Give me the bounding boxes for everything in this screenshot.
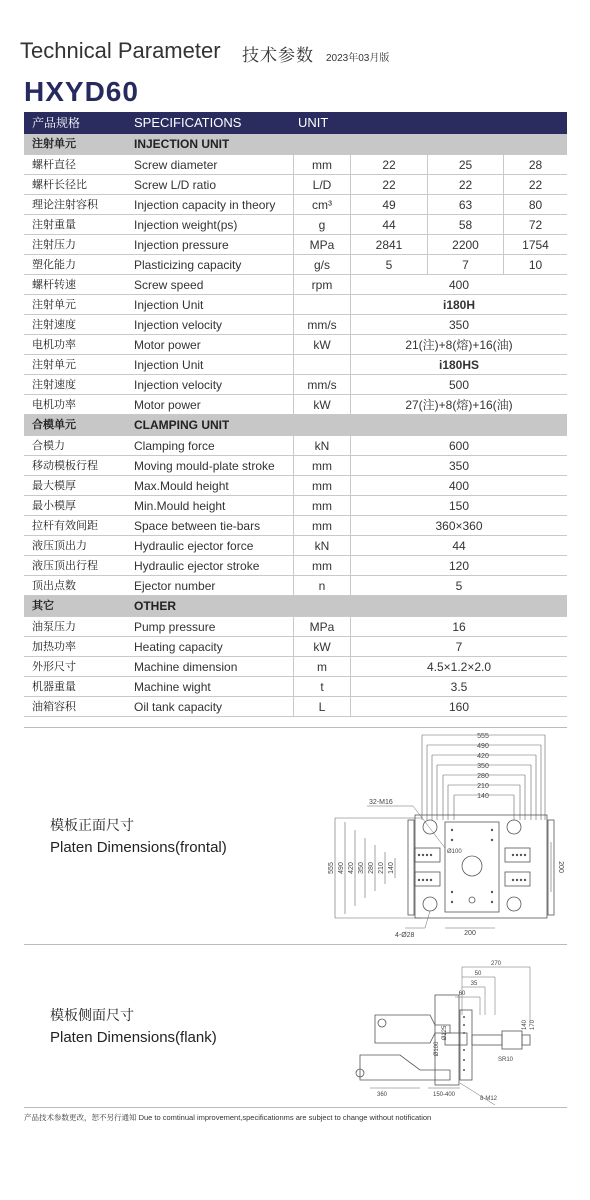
row-label-cn: 顶出点数 [32, 580, 76, 592]
section-header [24, 596, 567, 617]
section-cn: 合模单元 [32, 419, 76, 431]
row-unit: kW [313, 338, 331, 352]
row-unit: kN [314, 539, 330, 553]
row-label-en: Screw diameter [134, 158, 218, 172]
row-label-en: Space between tie-bars [134, 519, 261, 533]
page-header [20, 38, 580, 68]
frontal-dim-bottom: 200 [464, 930, 476, 937]
table-row [24, 617, 567, 637]
row-value: 350 [448, 318, 470, 332]
table-row [24, 657, 567, 677]
frontal-label-en: Platen Dimensions(frontal) [50, 839, 227, 856]
row-value-2: 22 [458, 178, 473, 192]
flank-label [50, 1005, 217, 1046]
flank-label-en: Platen Dimensions(flank) [50, 1029, 217, 1046]
row-value-2: 25 [458, 158, 473, 172]
row-value: 5 [455, 579, 463, 593]
row-value-1: 44 [382, 218, 396, 232]
table-row [24, 195, 567, 215]
row-value: i180HS [438, 358, 480, 372]
row-label-en: Injection Unit [134, 358, 204, 372]
table-row [24, 235, 567, 255]
table-row [24, 576, 567, 596]
title-en: Technical Parameter [20, 38, 221, 63]
section-en: CLAMPING UNIT [134, 418, 230, 432]
header-en: SPECIFICATIONS [134, 115, 242, 130]
header-unit: UNIT [298, 115, 329, 130]
row-unit: mm/s [307, 378, 337, 392]
row-value: 400 [448, 278, 470, 292]
spec-table [24, 112, 567, 717]
row-label-en: Injection weight(ps) [134, 218, 238, 232]
frontal-dim-left-4: 350 [358, 862, 365, 874]
section-cn: 注射单元 [32, 138, 76, 150]
row-value-1: 49 [382, 198, 396, 212]
row-label-en: Injection velocity [134, 378, 223, 392]
row-value-2: 63 [458, 198, 473, 212]
table-row [24, 255, 567, 275]
row-value-2: 58 [458, 218, 473, 232]
row-label-cn: 电机功率 [32, 399, 76, 411]
row-label-en: Injection velocity [134, 318, 223, 332]
edition-label: 2023年03月版 [326, 53, 390, 64]
row-label-cn: 理论注射容积 [32, 199, 98, 211]
row-label-cn: 机器重量 [32, 681, 76, 693]
frontal-dim-top-7: 140 [477, 793, 489, 800]
flank-dim-bottom-1: 360 [376, 1092, 388, 1098]
row-value: 160 [448, 700, 470, 714]
table-row [24, 536, 567, 556]
flank-drawing [340, 955, 540, 1105]
row-label-en: Pump pressure [134, 620, 216, 634]
frontal-dim-left-3: 420 [348, 862, 355, 874]
row-value-1: 22 [382, 158, 396, 172]
row-label-en: Injection pressure [134, 238, 229, 252]
row-unit [294, 355, 350, 375]
row-unit: t [320, 680, 324, 694]
row-unit [294, 295, 350, 315]
row-label-en: Injection Unit [134, 298, 204, 312]
frontal-dim-top-5: 280 [477, 773, 489, 780]
flank-dim-right-1: 140 [522, 1019, 528, 1031]
row-label-cn: 液压顶出力 [32, 540, 87, 552]
table-row [24, 215, 567, 235]
table-row [24, 155, 567, 175]
row-label-cn: 油箱容积 [32, 701, 76, 713]
row-label-en: Machine wight [134, 680, 211, 694]
table-row [24, 516, 567, 536]
row-label-en: Min.Mould height [134, 499, 226, 513]
row-label-en: Motor power [134, 338, 201, 352]
row-unit: g [318, 218, 326, 232]
row-unit: mm [312, 559, 332, 573]
row-value-2: 2200 [452, 238, 479, 252]
row-label-en: Heating capacity [134, 640, 223, 654]
row-value: 27(注)+8(熔)+16(油) [405, 398, 513, 412]
flank-label-cn: 模板侧面尺寸 [50, 1007, 134, 1023]
row-label-cn: 液压顶出行程 [32, 560, 98, 572]
section-header [24, 134, 567, 155]
row-unit: mm [312, 519, 332, 533]
divider-1 [24, 727, 567, 728]
table-row [24, 677, 567, 697]
row-value: 44 [452, 539, 466, 553]
row-unit: L/D [312, 178, 332, 192]
flank-dim-right-2: 170 [530, 1019, 536, 1031]
row-value-3: 28 [528, 158, 543, 172]
row-label-cn: 合模力 [32, 440, 65, 452]
row-value: 21(注)+8(熔)+16(油) [405, 338, 513, 352]
table-row [24, 175, 567, 195]
row-unit: m [317, 660, 327, 674]
row-value: 3.5 [450, 680, 468, 694]
row-label-en: Hydraulic ejector stroke [134, 559, 260, 573]
row-value: 4.5×1.2×2.0 [426, 660, 492, 674]
row-value-1: 5 [385, 258, 393, 272]
frontal-callout-holes: 4-Ø28 [395, 932, 415, 939]
frontal-dim-right: 200 [557, 861, 564, 873]
row-label-cn: 油泵压力 [32, 621, 76, 633]
frontal-dim-left-7: 140 [388, 862, 395, 874]
row-label-cn: 螺杆长径比 [32, 179, 87, 191]
section-cn: 其它 [32, 600, 54, 612]
row-label-cn: 外形尺寸 [32, 661, 76, 673]
table-row [24, 637, 567, 657]
row-value: 16 [452, 620, 466, 634]
row-value-1: 2841 [375, 238, 403, 252]
table-row [24, 395, 567, 415]
row-value-3: 10 [528, 258, 543, 272]
row-label-en: Machine dimension [134, 660, 238, 674]
row-label-cn: 加热功率 [32, 641, 76, 653]
row-unit: mm [312, 499, 332, 513]
frontal-dim-top-1: 555 [477, 733, 489, 740]
table-row [24, 315, 567, 335]
footer-note: 产品技术参数更改，恕不另行通知 Due to comtinual improvement,specificationms are subject to change without notification [24, 1113, 432, 1122]
row-value-3: 22 [528, 178, 543, 192]
row-value-3: 72 [528, 218, 543, 232]
table-row [24, 556, 567, 576]
table-row [24, 335, 567, 355]
table-header [24, 112, 567, 134]
frontal-drawing [315, 730, 565, 940]
row-label-cn: 拉杆有效间距 [32, 520, 98, 532]
frontal-dim-top-2: 490 [477, 743, 489, 750]
table-row [24, 456, 567, 476]
row-value: 500 [448, 378, 470, 392]
table-row [24, 375, 567, 395]
table-row [24, 436, 567, 456]
table-row [24, 496, 567, 516]
frontal-label-cn: 模板正面尺寸 [50, 817, 134, 833]
row-label-en: Motor power [134, 398, 201, 412]
header-cn: 产品规格 [32, 116, 81, 130]
table-row [24, 355, 567, 375]
row-label-cn: 注射速度 [32, 379, 76, 391]
row-value-3: 1754 [522, 238, 549, 252]
row-value: 120 [448, 559, 470, 573]
row-label-en: Oil tank capacity [134, 700, 223, 714]
row-label-cn: 注射压力 [32, 239, 76, 251]
row-label-en: Moving mould-plate stroke [134, 459, 275, 473]
row-value-3: 80 [528, 198, 543, 212]
title-cn: 技术参数 [242, 46, 314, 65]
row-label-cn: 塑化能力 [32, 259, 76, 271]
table-row [24, 697, 567, 717]
flank-dim-bottom-2: 150-400 [432, 1092, 456, 1098]
flank-dim-top-4: 60 [458, 991, 466, 997]
row-value: 350 [448, 459, 470, 473]
frontal-dim-top-6: 210 [477, 783, 489, 790]
frontal-callout-thread: 32-M16 [369, 799, 393, 806]
row-unit: n [318, 579, 326, 593]
row-label-cn: 螺杆转速 [32, 279, 76, 291]
row-label-en: Hydraulic ejector force [134, 539, 254, 553]
frontal-label [50, 815, 227, 856]
row-unit: L [318, 700, 326, 714]
model-name: HXYD60 [24, 76, 139, 107]
row-value: 360×360 [435, 519, 483, 533]
frontal-dim-left-1: 555 [328, 862, 335, 874]
row-label-en: Plasticizing capacity [134, 258, 242, 272]
row-unit: mm/s [307, 318, 337, 332]
row-label-en: Ejector number [134, 579, 216, 593]
row-unit: mm [312, 459, 332, 473]
row-unit: rpm [311, 278, 333, 292]
row-label-en: Max.Mould height [134, 479, 229, 493]
flank-dim-top-1: 270 [490, 961, 502, 967]
row-label-cn: 电机功率 [32, 339, 76, 351]
frontal-dim-top-3: 420 [477, 753, 489, 760]
flank-dim-top-2: 50 [474, 971, 482, 977]
row-unit: g/s [313, 258, 330, 272]
flank-dim-dia-2: Ø125 [442, 1025, 448, 1041]
row-unit: cm³ [312, 198, 332, 212]
divider-2 [24, 944, 567, 945]
row-value-2: 7 [462, 258, 469, 272]
row-value: 7 [455, 640, 463, 654]
row-value: i180H [442, 298, 476, 312]
row-unit: kW [313, 640, 331, 654]
row-label-cn: 注射单元 [32, 359, 76, 371]
table-row [24, 275, 567, 295]
row-unit: MPa [309, 620, 335, 634]
row-unit: mm [312, 479, 332, 493]
row-label-cn: 注射单元 [32, 299, 76, 311]
flank-dim-dia-1: Ø100 [434, 1041, 440, 1057]
row-label-en: Injection capacity in theory [134, 198, 276, 212]
flank-dim-sr: SR10 [498, 1057, 514, 1063]
row-label-cn: 最大模厚 [32, 480, 76, 492]
frontal-dim-top-4: 350 [477, 763, 489, 770]
section-en: INJECTION UNIT [134, 137, 230, 151]
frontal-dim-left-6: 210 [378, 862, 385, 874]
row-label-en: Clamping force [134, 439, 215, 453]
section-en: OTHER [134, 599, 176, 613]
row-value: 600 [448, 439, 470, 453]
row-label-en: Screw speed [134, 278, 204, 292]
row-unit: mm [312, 158, 332, 172]
flank-dim-top-3: 35 [470, 981, 478, 987]
row-label-en: Screw L/D ratio [134, 178, 217, 192]
divider-3 [24, 1107, 567, 1108]
row-unit: MPa [309, 238, 335, 252]
row-value: 400 [448, 479, 470, 493]
flank-callout-thread: 8-M12 [480, 1096, 498, 1102]
row-value-1: 22 [382, 178, 396, 192]
row-label-cn: 最小模厚 [32, 500, 76, 512]
section-header [24, 415, 567, 436]
frontal-dim-left-2: 490 [338, 862, 345, 874]
row-label-cn: 螺杆直径 [32, 159, 76, 171]
row-unit: kN [314, 439, 330, 453]
row-label-cn: 注射重量 [32, 219, 76, 231]
row-label-cn: 移动模板行程 [32, 460, 98, 472]
table-row [24, 295, 567, 315]
frontal-callout-center: Ø100 [447, 849, 462, 855]
table-row [24, 476, 567, 496]
frontal-dim-left-5: 280 [368, 862, 375, 874]
row-label-cn: 注射速度 [32, 319, 76, 331]
row-unit: kW [313, 398, 331, 412]
row-value: 150 [448, 499, 470, 513]
